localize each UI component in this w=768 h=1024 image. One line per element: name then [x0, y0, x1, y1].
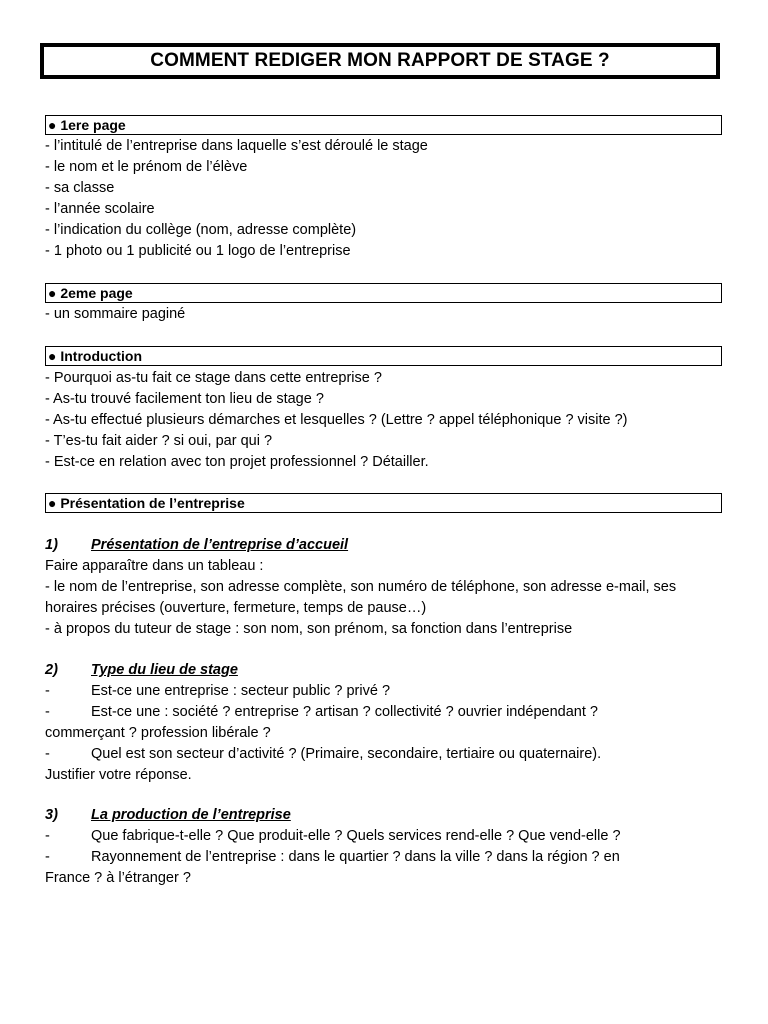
- list-dash: -: [45, 704, 50, 720]
- section-list-page1: [45, 136, 725, 262]
- list-item: - l’intitulé de l’entreprise dans laquelle s’est déroulé le stage: [45, 138, 428, 154]
- list-dash: -: [45, 828, 50, 844]
- list-item: - As-tu effectué plusieurs démarches et lesquelles ? (Lettre ? appel téléphonique ? visite ?): [45, 412, 628, 428]
- list-item-continuation: France ? à l’étranger ?: [45, 870, 191, 886]
- list-dash: -: [45, 683, 50, 699]
- list-item-text: Que fabrique-t-elle ? Que produit-elle ? Quels services rend-elle ? Que vend-elle ?: [91, 828, 621, 844]
- list-item: - l’indication du collège (nom, adresse complète): [45, 222, 357, 238]
- subsection-number: 2): [45, 662, 58, 678]
- section-list-intro: [45, 368, 725, 473]
- document-title: COMMENT REDIGER MON RAPPORT DE STAGE ?: [40, 43, 720, 79]
- list-item: [45, 681, 725, 702]
- subsection-number: 3): [45, 807, 58, 823]
- list-item: - As-tu trouvé facilement ton lieu de stage ?: [45, 391, 324, 407]
- subsection-title: Type du lieu de stage: [91, 662, 238, 678]
- list-item: - Pourquoi as-tu fait ce stage dans cette entreprise ?: [45, 370, 382, 386]
- list-item: - sa classe: [45, 180, 115, 196]
- list-item-text: Rayonnement de l’entreprise : dans le quartier ? dans la ville ? dans la région ? en: [91, 849, 620, 865]
- subsection-body-1: [45, 556, 705, 640]
- subsection-body-3: [45, 826, 725, 889]
- body-line: - le nom de l’entreprise, son adresse complète, son numéro de téléphone, son adresse e-mail, ses horaires précises (ouverture, fermeture, temps de pause…): [45, 579, 677, 616]
- list-item: - T’es-tu fait aider ? si oui, par qui ?: [45, 433, 273, 449]
- section-heading-intro: ● Introduction: [45, 346, 722, 366]
- list-item-continuation: commerçant ? profession libérale ?: [45, 725, 271, 741]
- list-item: [45, 744, 725, 765]
- list-item: - un sommaire paginé: [45, 306, 186, 322]
- list-item-continuation: Justifier votre réponse.: [45, 767, 192, 783]
- subsection-body-2: [45, 681, 725, 786]
- section-heading-page2: ● 2eme page: [45, 283, 722, 303]
- subsection-heading-1: [45, 535, 348, 556]
- subsection-title: La production de l’entreprise: [91, 807, 291, 823]
- list-item: [45, 847, 725, 868]
- list-item: [45, 826, 725, 847]
- body-line: Faire apparaître dans un tableau :: [45, 558, 264, 574]
- list-dash: -: [45, 849, 50, 865]
- list-item: - l’année scolaire: [45, 201, 155, 217]
- list-dash: -: [45, 746, 50, 762]
- section-heading-page1: ● 1ere page: [45, 115, 722, 135]
- subsection-title: Présentation de l’entreprise d’accueil: [91, 537, 349, 553]
- subsection-heading-3: [45, 805, 291, 826]
- list-item-text: Est-ce une : société ? entreprise ? artisan ? collectivité ? ouvrier indépendant ?: [91, 704, 598, 720]
- subsection-number: 1): [45, 537, 58, 553]
- list-item-text: Est-ce une entreprise : secteur public ? privé ?: [91, 683, 391, 699]
- list-item: - Est-ce en relation avec ton projet professionnel ? Détailler.: [45, 454, 429, 470]
- list-item-text: Quel est son secteur d’activité ? (Primaire, secondaire, tertiaire ou quaternaire).: [91, 746, 602, 762]
- list-item: [45, 702, 725, 723]
- list-item: - le nom et le prénom de l’élève: [45, 159, 248, 175]
- body-line: - à propos du tuteur de stage : son nom, son prénom, sa fonction dans l’entreprise: [45, 621, 573, 637]
- section-list-page2: [45, 304, 725, 325]
- section-heading-presentation: ● Présentation de l’entreprise: [45, 493, 722, 513]
- list-item: - 1 photo ou 1 publicité ou 1 logo de l’entreprise: [45, 243, 351, 259]
- subsection-heading-2: [45, 660, 238, 681]
